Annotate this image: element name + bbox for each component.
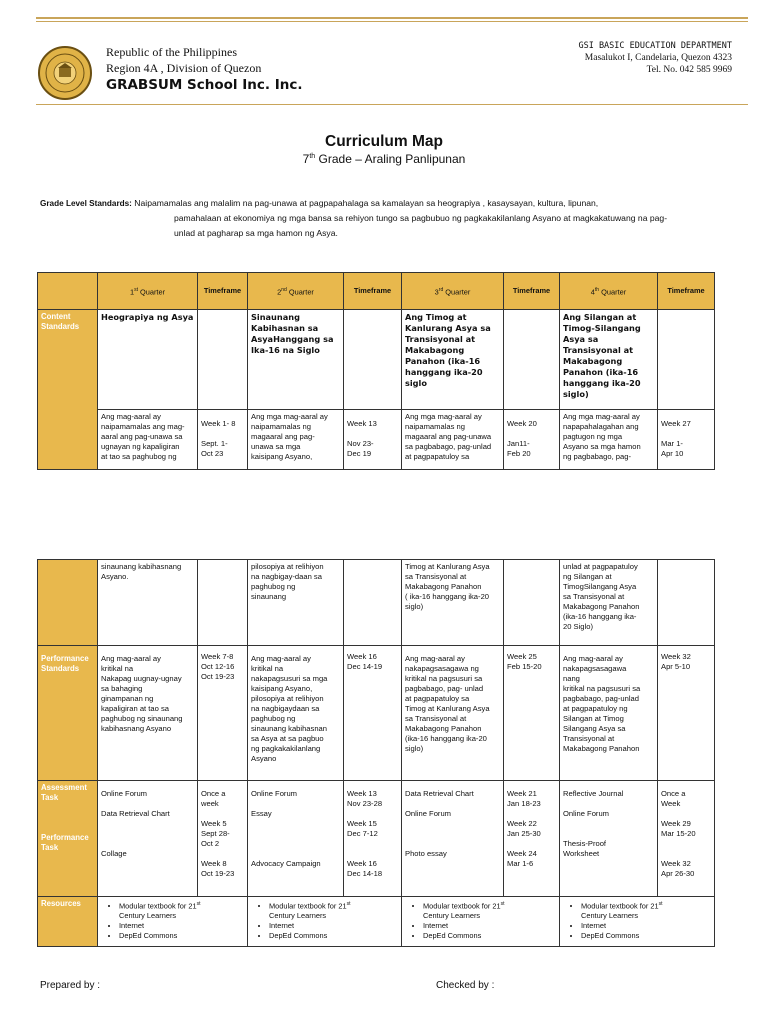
perf-q4: Ang mag-aaral ay nakapagsasagawa nang kritikal na pagsusuri sa pagbabago, pag-unlad at pagpapatuloy ng Silangan at Timog Silangang Asya sa Transisyonal at Makabagong Panahon <box>560 646 658 781</box>
timeframe-header-3: Timeframe <box>504 273 560 310</box>
quarter4-header: 4th Quarter <box>560 273 658 310</box>
standards-label: Grade Level Standards: <box>40 199 132 208</box>
content-text-q4: Ang mga mag-aaral ay napapahalagahan ang pagtugon ng mga Asyano sa mga hamon ng pagbabago, pag- <box>560 410 658 470</box>
content-cont-time-q4 <box>658 560 715 646</box>
standards-line3: unlad at pagharap sa mga hamon ng Asya. <box>174 228 338 238</box>
header-rule <box>36 104 748 105</box>
resource-deped: • DepEd Commons <box>119 931 244 941</box>
subtitle-subject: Grade – Araling Panlipunan <box>315 152 466 166</box>
assessment-label-cell <box>38 781 98 897</box>
content-time-q4 <box>658 410 715 470</box>
department-name: GSI BASIC EDUCATION DEPARTMENT <box>578 41 732 51</box>
timeframe-header-1: Timeframe <box>198 273 248 310</box>
school-address: Masalukot I, Candelaria, Quezon 4323 <box>584 53 732 63</box>
week-q3: Week 20 <box>507 419 537 428</box>
content-time-q1 <box>198 410 248 470</box>
content-cont-label <box>38 560 98 646</box>
resource-internet: • Internet <box>269 921 398 931</box>
perf-q2: Ang mag-aaral ay kritikal na nakapagsusuri sa mga kaisipang Asyano, pilosopiya at relihiyon na nagbigaydaan sa paghubog ng sinaunang kabihasnan sa Asya at sa pagbuo ng pagkakakilanlang Asyano <box>248 646 344 781</box>
content-cont-q1: sinaunang kabihasnang Asyano. <box>98 560 198 646</box>
assess-time-q3: Week 21 Jan 18-23 Week 22 Jan 25-30 Week 24 Mar 1-6 <box>504 781 560 897</box>
content-time-q3 <box>504 410 560 470</box>
assessment-task-label: Assessment Task <box>41 783 87 802</box>
resource-internet: • Internet <box>581 921 711 931</box>
content-standards-label: Content Standards <box>38 310 98 470</box>
assess-q1: Online Forum Data Retrieval Chart Collage <box>98 781 198 897</box>
timeframe-header-2: Timeframe <box>344 273 402 310</box>
standards-line1: Naipamamalas ang malalim na pag-unawa at pagpapahalaga sa kamalayan sa heograpiya , kasaysayan, kultura, lipunan, <box>131 198 599 208</box>
resource-deped: • DepEd Commons <box>423 931 556 941</box>
performance-task-label: Performance Task <box>41 833 89 852</box>
content-text-q3: Ang mga mag-aaral ay naipamamalas ng magaaral ang pag-unawa sa pagbabago, pag-unlad at pagpapatuloy sa <box>402 410 504 470</box>
topic-q4-timeframe <box>658 310 715 410</box>
topic-q2: Sinaunang Kabihasnan sa AsyaHanggang sa Ika-16 na Siglo <box>248 310 344 410</box>
perf-time-q2: Week 16 Dec 14-19 <box>344 646 402 781</box>
resources-q1 <box>98 897 248 947</box>
school-seal-logo <box>38 46 92 100</box>
subtitle-grade: 7 <box>302 152 310 166</box>
header-region: Region 4A , Division of Quezon <box>106 61 262 75</box>
prepared-by: Prepared by : <box>40 980 101 991</box>
performance-standards-label: Performance Standards <box>38 646 98 781</box>
assess-time-q4: Once a Week Week 29 Mar 15-20 Week 32 Apr 26-30 <box>658 781 715 897</box>
topic-q4: Ang Silangan at Timog-Silangang Asya sa Transisyonal at Makabagong Panahon (ika-16 hanggang ika-20 siglo) <box>560 310 658 410</box>
week-q1: Week 1- 8 <box>201 419 236 428</box>
content-cont-time-q3 <box>504 560 560 646</box>
header-republic: Republic of the Philippines <box>106 45 237 59</box>
subtitle-sup: th <box>309 153 316 160</box>
perf-time-q1: Week 7-8 Oct 12-16 Oct 19-23 <box>198 646 248 781</box>
topic-q1-timeframe <box>198 310 248 410</box>
dates-q2: Nov 23- Dec 19 <box>347 439 374 458</box>
content-text-q1: Ang mag-aaral ay naipamamalas ang mag- aaral ang pag-unawa sa ugnayan ng kapaligiran at tao sa paghubog ng <box>98 410 198 470</box>
top-rule-thin <box>36 21 748 22</box>
resource-deped: • DepEd Commons <box>581 931 711 941</box>
quarter3-header: 3rd Quarter <box>402 273 504 310</box>
assess-q3: Data Retrieval Chart Online Forum Photo essay <box>402 781 504 897</box>
topic-q2-timeframe <box>344 310 402 410</box>
week-q4: Week 27 <box>661 419 691 428</box>
perf-time-q3: Week 25 Feb 15-20 <box>504 646 560 781</box>
resource-textbook: • Modular textbook for 21st Century Learners <box>423 899 556 921</box>
resources-label: Resources <box>38 897 98 947</box>
resources-q3 <box>402 897 560 947</box>
content-cont-q4: unlad at pagpapatuloy ng Silangan at TimogSilangang Asya sa Transisyonal at Makabagong Panahon (ika-16 hanggang ika- 20 Siglo) <box>560 560 658 646</box>
topic-q3-timeframe <box>504 310 560 410</box>
resources-q2 <box>248 897 402 947</box>
resources-q4 <box>560 897 715 947</box>
content-time-q2 <box>344 410 402 470</box>
quarter2-header: 2nd Quarter <box>248 273 344 310</box>
resource-textbook: • Modular textbook for 21st Century Learners <box>581 899 711 921</box>
assess-q2: Online Forum Essay Advocacy Campaign <box>248 781 344 897</box>
grade-level-standards <box>40 196 740 241</box>
content-cont-q2: pilosopiya at relihiyon na nagbigay-daan sa paghubog ng sinaunang <box>248 560 344 646</box>
timeframe-header-4: Timeframe <box>658 273 715 310</box>
resource-internet: • Internet <box>423 921 556 931</box>
page-title: Curriculum Map <box>325 133 443 150</box>
resource-deped: • DepEd Commons <box>269 931 398 941</box>
standards-line2: pamahalaan at ekonomiya ng mga bansa sa rehiyon tungo sa pagbubuo ng pagkakakilanlang Asyano at magkakatuwang na pag- <box>174 213 668 223</box>
topic-q3: Ang Timog at Kanlurang Asya sa Transisyonal at Makabagong Panahon (ika-16 hanggang ika-20 siglo <box>402 310 504 410</box>
topic-q1: Heograpiya ng Asya <box>98 310 198 410</box>
checked-by: Checked by : <box>436 980 495 991</box>
perf-q1: Ang mag-aaral ay kritikal na Nakapag uugnay-ugnay sa bahaging ginampanan ng kapaligiran at tao sa paghubog ng sinaunang kabihasnang Asyano <box>98 646 198 781</box>
content-cont-time-q1 <box>198 560 248 646</box>
page-subtitle <box>0 152 768 166</box>
curriculum-table-page2 <box>37 559 715 947</box>
dates-q1: Sept. 1- Oct 23 <box>201 439 228 458</box>
corner-cell <box>38 273 98 310</box>
resource-textbook: • Modular textbook for 21st Century Learners <box>269 899 398 921</box>
curriculum-table-page1 <box>37 272 715 470</box>
content-cont-q3: Timog at Kanlurang Asya sa Transisyonal at Makabagong Panahon ( ika-16 hanggang ika-20 siglo) <box>402 560 504 646</box>
perf-q3: Ang mag-aaral ay nakapagsasagawa ng kritikal na pagsusuri sa pagbabago, pag- unlad at pagpapatuloy sa Timog at Kanlurang Asya sa Transisyonal at Makabagong Panahon (ika-16 hanggang ika-20 siglo) <box>402 646 504 781</box>
content-cont-time-q2 <box>344 560 402 646</box>
quarter1-header: 1st Quarter <box>98 273 198 310</box>
resource-internet: • Internet <box>119 921 244 931</box>
assess-time-q1: Once a week Week 5 Sept 28- Oct 2 Week 8 Oct 19-23 <box>198 781 248 897</box>
content-text-q2: Ang mga mag-aaral ay naipamamalas ng magaaral ang pag- unawa sa mga kaisipang Asyano, <box>248 410 344 470</box>
resource-textbook: • Modular textbook for 21st Century Learners <box>119 899 244 921</box>
dates-q4: Mar 1- Apr 10 <box>661 439 684 458</box>
top-rule <box>36 17 748 19</box>
assess-time-q2: Week 13 Nov 23-28 Week 15 Dec 7-12 Week 16 Dec 14-18 <box>344 781 402 897</box>
school-tel: Tel. No. 042 585 9969 <box>646 65 732 75</box>
school-name: GRABSUM School Inc. Inc. <box>106 77 303 93</box>
perf-time-q4: Week 32 Apr 5-10 <box>658 646 715 781</box>
assess-q4: Reflective Journal Online Forum Thesis-Proof Worksheet <box>560 781 658 897</box>
dates-q3: Jan11- Feb 20 <box>507 439 531 458</box>
week-q2: Week 13 <box>347 419 377 428</box>
